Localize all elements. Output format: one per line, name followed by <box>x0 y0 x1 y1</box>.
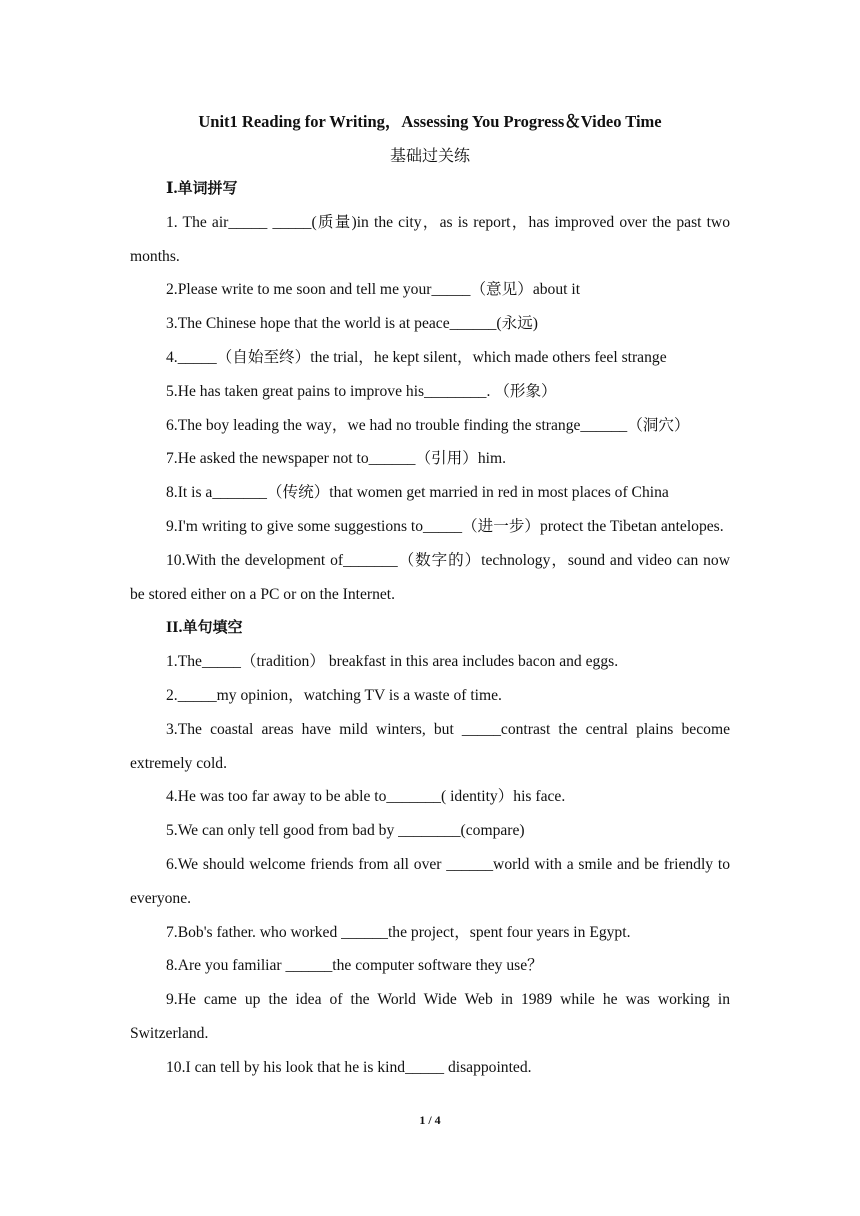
section-title: 单句填空 <box>182 618 243 637</box>
exercise-item: 4._____（自始至终）the trial，he kept silent，which made others feel strange <box>166 348 667 366</box>
exercise-item: 6.The boy leading the way，we had no trouble finding the strange______（洞穴） <box>166 416 690 434</box>
document-title: Unit1 Reading for Writing，Assessing You Progress＆Video Time <box>198 112 662 131</box>
exercise-item: 4.He was too far away to be able to_______( identity）his face. <box>166 788 566 806</box>
section-heading-spelling <box>130 172 730 206</box>
exercise-item: 1. The air_____ _____(质量)in the city，as is report，has improved over the past two months. <box>130 213 730 265</box>
document-body <box>130 172 730 1085</box>
section-title: 单词拼写 <box>177 179 238 197</box>
exercise-item: 10.I can tell by his look that he is kind_____ disappointed. <box>166 1058 532 1076</box>
exercise-item: 2._____my opinion，watching TV is a waste of time. <box>166 686 502 704</box>
exercise-item: 8.It is a_______（传统）that women get married in red in most places of China <box>166 484 669 502</box>
exercise-item: 5.We can only tell good from bad by ________(compare) <box>166 822 525 840</box>
exercise-item: 9.I'm writing to give some suggestions to_____（进一步）protect the Tibetan antelopes. <box>166 517 724 535</box>
exercise-item: 3.The coastal areas have mild winters, but _____contrast the central plains become extremely cold. <box>130 720 730 772</box>
exercise-item: 2.Please write to me soon and tell me your_____（意见）about it <box>166 281 581 299</box>
exercise-item: 8.Are you familiar ______the computer software they use？ <box>166 957 543 975</box>
exercise-item: 3.The Chinese hope that the world is at peace______(永远) <box>166 315 538 333</box>
exercise-item: 10.With the development of_______（数字的）technology，sound and video can now be stored either on a PC or on the Internet. <box>130 551 730 603</box>
section-number: Ⅰ. <box>166 180 178 197</box>
exercise-item: 1.The_____（tradition） breakfast in this area includes bacon and eggs. <box>166 653 619 671</box>
exercise-item: 6.We should welcome friends from all over ______world with a smile and be friendly to everyone. <box>130 855 730 907</box>
document-subtitle: 基础过关练 <box>389 146 470 165</box>
section-number: II. <box>166 619 183 637</box>
exercise-item: 7.Bob's father. who worked ______the project，spent four years in Egypt. <box>166 923 631 941</box>
exercise-item: 5.He has taken great pains to improve his________. （形象） <box>166 382 557 400</box>
page-number: 1 / 4 <box>419 1113 441 1127</box>
section-heading-fill-in <box>130 611 730 645</box>
exercise-item: 7.He asked the newspaper not to______（引用）him. <box>166 450 506 468</box>
exercise-item: 9.He came up the idea of the World Wide Web in 1989 while he was working in Switzerland. <box>130 991 730 1042</box>
